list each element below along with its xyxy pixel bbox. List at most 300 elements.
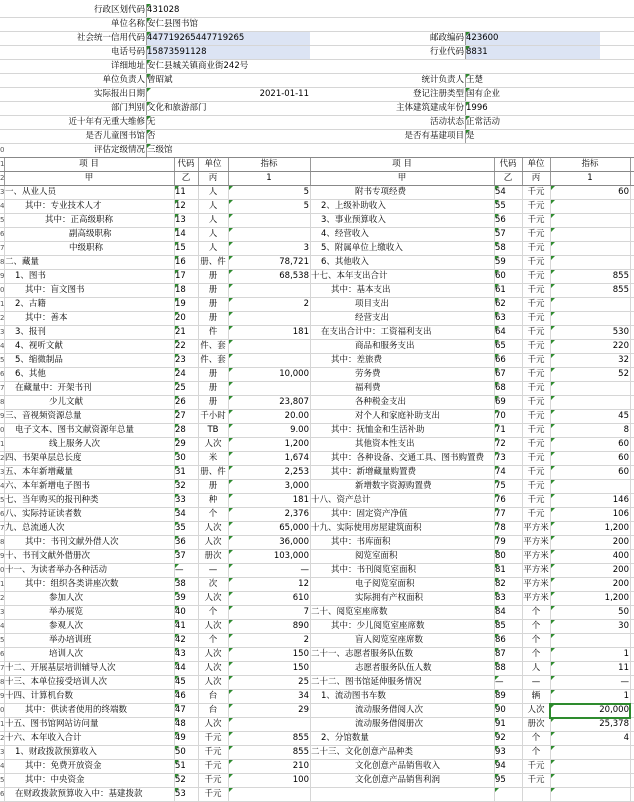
item-name[interactable]: 副高级职称 [69,229,112,239]
item-name[interactable]: 其中：少儿阅览室座席数 [331,621,425,631]
unit-cell[interactable]: 人 [531,663,541,673]
code-cell[interactable]: 85 [495,621,506,631]
code-cell[interactable]: 93 [495,747,506,757]
item-name[interactable]: 其中：固定资产净值 [331,509,408,519]
header-cell[interactable]: 丙 [208,173,218,183]
item-name[interactable]: 参观人次 [49,621,84,631]
info-value[interactable]: 正常活动 [466,117,501,127]
info-value[interactable]: 三级馆 [147,145,173,155]
unit-cell[interactable]: 件、套 [200,355,226,365]
value-cell[interactable]: 200 [612,565,629,575]
unit-cell[interactable]: 件、套 [200,341,226,351]
value-cell[interactable] [228,284,310,297]
value-cell[interactable] [550,396,630,409]
value-cell[interactable]: 10,000 [279,369,309,379]
code-cell[interactable]: 66 [495,355,506,365]
unit-cell[interactable]: 台 [208,691,218,701]
value-cell[interactable]: 610 [292,593,309,603]
item-name[interactable]: 文化创意产品销售利润 [355,775,441,785]
value-cell[interactable]: 890 [292,621,309,631]
item-name[interactable]: 文化创意产品销售收入 [355,761,441,771]
header-cell[interactable]: 甲 [397,173,407,183]
value-cell[interactable]: 3 [303,243,309,253]
item-name[interactable]: 十三、本单位接受培训人次 [5,677,108,687]
unit-cell[interactable]: 千元 [527,411,545,421]
item-name[interactable]: 5、缩微制品 [15,355,63,365]
unit-cell[interactable]: 千元 [527,229,545,239]
item-name[interactable]: 流动服务借阅册次 [355,719,424,729]
value-cell[interactable] [550,242,630,255]
item-name[interactable]: 盲人阅览室座席数 [355,635,424,645]
code-cell[interactable]: 40 [175,607,186,617]
item-name[interactable]: 三、音视频资源总量 [5,411,82,421]
code-cell[interactable]: 95 [495,775,506,785]
code-cell[interactable]: 90 [495,705,506,715]
item-name[interactable]: 十四、计算机台数 [5,691,74,701]
code-cell[interactable]: 79 [495,537,506,547]
item-name[interactable]: 对个人和家庭补助支出 [355,411,441,421]
unit-cell[interactable]: 个 [208,635,218,645]
value-cell[interactable]: 34 [298,691,309,701]
item-name[interactable]: 十八、资产总计 [311,495,371,505]
code-cell[interactable]: 57 [495,229,506,239]
value-cell[interactable]: 1,674 [284,453,309,463]
item-name[interactable] [310,788,494,801]
info-value[interactable]: 431028 [147,5,180,15]
info-value[interactable]: 8831 [465,46,600,59]
unit-cell[interactable]: 千元 [527,495,545,505]
value-cell[interactable]: 1,200 [604,523,629,533]
item-name[interactable]: 十九、实际使用房屋建筑面积 [311,523,422,533]
item-name[interactable]: 6、其他 [15,369,46,379]
unit-cell[interactable]: 人次 [204,663,222,673]
unit-cell[interactable]: 千元 [527,327,545,337]
item-name[interactable]: 七、当年购买的报刊种类 [5,495,99,505]
item-name[interactable]: 各种税金支出 [355,397,407,407]
item-name[interactable]: 二十三、文化创意产品种类 [311,747,414,757]
unit-cell[interactable]: 册次 [527,719,545,729]
unit-cell[interactable]: 千元 [527,509,545,519]
value-cell[interactable]: 150 [292,649,309,659]
unit-cell[interactable]: 平方米 [523,579,549,589]
value-cell[interactable]: 3,000 [284,481,309,491]
code-cell[interactable]: 32 [175,481,186,491]
value-cell[interactable] [228,312,310,325]
unit-cell[interactable]: 千元 [527,775,545,785]
header-cell[interactable]: 项 目 [392,159,412,169]
item-name[interactable]: 六、本年新增电子图书 [5,481,91,491]
info-label[interactable]: 近十年有无重大维修 [68,117,145,127]
code-cell[interactable]: — [495,677,504,687]
code-cell[interactable]: 37 [175,551,186,561]
unit-cell[interactable]: 个 [531,621,541,631]
code-cell[interactable]: 76 [495,495,506,505]
item-name[interactable]: 其中：书库面积 [331,537,391,547]
item-name[interactable]: 八、实际持证读者数 [5,509,82,519]
info-label[interactable]: 行政区划代码 [93,5,145,15]
unit-cell[interactable]: 人 [208,229,218,239]
unit-cell[interactable]: 千元 [527,761,545,771]
value-cell[interactable]: 25,378 [599,719,629,729]
unit-cell[interactable]: 册 [208,481,218,491]
unit-cell[interactable]: 千元 [527,369,545,379]
item-name[interactable]: 其中：善本 [25,313,68,323]
unit-cell[interactable]: 人次 [204,593,222,603]
item-name[interactable]: 其中：中央资金 [25,775,85,785]
item-name[interactable]: 十五、图书馆网站访问量 [5,719,99,729]
header-cell[interactable]: 1 [266,173,272,183]
item-name[interactable]: 二十二、图书馆延伸服务情况 [311,677,422,687]
code-cell[interactable]: 31 [175,467,186,477]
value-cell[interactable]: 2,253 [284,467,309,477]
code-cell[interactable]: 21 [175,327,186,337]
code-cell[interactable]: 70 [495,411,506,421]
code-cell[interactable]: 23 [175,355,186,365]
code-cell[interactable]: 49 [175,733,186,743]
info-label[interactable]: 行业代码 [429,47,464,57]
item-name[interactable]: 1、图书 [15,271,46,281]
value-cell[interactable]: 2,376 [284,509,309,519]
info-label[interactable]: 主体建筑建成年份 [395,103,464,113]
info-label[interactable]: 部门判别 [110,103,145,113]
code-cell[interactable]: 30 [175,453,186,463]
header-cell[interactable]: 项 目 [79,159,99,169]
value-cell[interactable] [228,718,310,731]
value-cell[interactable]: — [300,565,309,575]
value-cell[interactable]: 29 [298,705,309,715]
unit-cell[interactable]: 千元 [527,313,545,323]
info-label[interactable]: 评估定级情况 [93,145,145,155]
value-cell[interactable] [228,354,310,367]
unit-cell[interactable]: 册 [208,299,218,309]
code-cell[interactable]: 24 [175,369,186,379]
unit-cell[interactable]: 个 [531,635,541,645]
header-cell[interactable]: 指标 [260,159,278,169]
code-cell[interactable]: 34 [175,509,186,519]
code-cell[interactable]: 86 [495,635,506,645]
value-cell[interactable]: 103,000 [273,551,309,561]
value-cell[interactable]: 855 [292,747,309,757]
code-cell[interactable]: 94 [495,761,506,771]
unit-cell[interactable]: 千元 [527,299,545,309]
item-name[interactable]: 其中：书刊阅览室面积 [331,565,417,575]
value-cell[interactable]: 1 [623,649,629,659]
code-cell[interactable]: 80 [495,551,506,561]
code-cell[interactable]: — [175,565,184,575]
code-cell[interactable]: 39 [175,593,186,603]
item-name[interactable]: 少儿文献 [49,397,84,407]
code-cell[interactable]: 19 [175,299,186,309]
value-cell[interactable]: 181 [292,327,309,337]
code-cell[interactable]: 56 [495,215,506,225]
code-cell[interactable]: 77 [495,509,506,519]
unit-cell[interactable]: 千元 [527,341,545,351]
code-cell[interactable]: 28 [175,425,186,435]
value-cell[interactable] [550,256,630,269]
item-name[interactable]: 十七、本年支出合计 [311,271,388,281]
item-name[interactable]: 其中：盲文图书 [25,285,85,295]
value-cell[interactable] [228,788,310,801]
unit-cell[interactable]: 平方米 [523,593,549,603]
item-name[interactable]: 十二、开展基层培训辅导人次 [5,663,116,673]
info-value[interactable]: 15873591128 [146,46,310,59]
code-cell[interactable]: 44 [175,663,186,673]
code-cell[interactable]: 72 [495,439,506,449]
unit-cell[interactable]: 千元 [527,243,545,253]
code-cell[interactable]: 92 [495,733,506,743]
item-name[interactable]: 其中：专业技术人才 [25,201,102,211]
code-cell[interactable]: 58 [495,243,506,253]
value-cell[interactable] [550,228,630,241]
item-name[interactable]: 流动服务借阅人次 [355,705,424,715]
header-cell[interactable]: 单位 [204,159,222,169]
unit-cell[interactable]: 册 [208,383,218,393]
item-name[interactable]: 电子文本、图书文献资源年总量 [15,425,135,435]
value-cell[interactable]: 100 [292,775,309,785]
info-value[interactable]: 文化和旅游部门 [147,103,207,113]
unit-cell[interactable]: 平方米 [523,551,549,561]
item-name[interactable]: 3、报刊 [15,327,46,337]
item-name[interactable]: 十一、为读者举办各种活动 [5,565,108,575]
item-name[interactable]: 劳务费 [355,369,381,379]
value-cell[interactable]: 200 [612,579,629,589]
code-cell[interactable]: 74 [495,467,506,477]
value-cell[interactable]: 150 [292,663,309,673]
code-cell[interactable]: 63 [495,313,506,323]
value-cell[interactable]: 5 [303,201,309,211]
code-cell[interactable]: 12 [175,201,186,211]
code-cell[interactable]: 45 [175,677,186,687]
value-cell[interactable] [550,298,630,311]
value-cell[interactable]: 78,721 [279,257,309,267]
code-cell[interactable]: 78 [495,523,506,533]
item-name[interactable]: 其中：组织各类讲座次数 [25,579,119,589]
code-cell[interactable]: 89 [495,691,506,701]
info-value[interactable]: 1996 [466,103,488,113]
code-cell[interactable]: 33 [175,495,186,505]
code-cell[interactable]: 55 [495,201,506,211]
item-name[interactable]: 其中：差旅费 [331,355,383,365]
code-cell[interactable]: 11 [175,187,186,197]
value-cell[interactable]: 32 [618,355,629,365]
code-cell[interactable]: 64 [495,327,506,337]
unit-cell[interactable]: 千元 [204,775,222,785]
header-cell[interactable]: 代码 [499,159,517,169]
value-cell[interactable]: 1 [623,691,629,701]
value-cell[interactable]: 25 [298,677,309,687]
item-name[interactable]: 其中：免费开放资金 [25,761,102,771]
unit-cell[interactable]: 个 [531,747,541,757]
value-cell[interactable]: 20,000 [599,705,629,715]
info-label[interactable]: 电话号码 [110,47,145,57]
info-label[interactable]: 活动状态 [429,117,464,127]
info-label[interactable]: 实际报出日期 [93,89,145,99]
unit-cell[interactable]: 千元 [527,257,545,267]
unit-cell[interactable]: 千元 [204,747,222,757]
value-cell[interactable]: 8 [623,425,629,435]
item-name[interactable]: 5、附属单位上缴收入 [321,243,403,253]
unit-cell[interactable]: TB [207,425,219,435]
unit-cell[interactable]: 人次 [527,705,545,715]
code-cell[interactable]: 82 [495,579,506,589]
info-value[interactable]: 王楚 [466,75,484,85]
value-cell[interactable] [550,760,630,773]
item-name[interactable]: 五、本年新增藏量 [5,467,74,477]
value-cell[interactable] [550,214,630,227]
value-cell[interactable]: 60 [618,453,629,463]
value-cell[interactable]: 23,807 [279,397,309,407]
value-cell[interactable] [550,480,630,493]
item-name[interactable]: 商品和服务支出 [355,341,415,351]
code-cell[interactable]: 54 [495,187,506,197]
code-cell[interactable]: 87 [495,649,506,659]
value-cell[interactable]: 11 [618,663,629,673]
item-name[interactable]: 其他资本性支出 [355,439,415,449]
item-name[interactable]: 二十一、志愿者服务队伍数 [311,649,414,659]
unit-cell[interactable]: 千元 [204,761,222,771]
value-cell[interactable]: 2 [303,299,309,309]
unit-cell[interactable]: 个 [208,509,218,519]
item-name[interactable]: 举办培训班 [49,635,92,645]
value-cell[interactable] [228,214,310,227]
info-label[interactable]: 社会统一信用代码 [76,33,145,43]
item-name[interactable]: 在支出合计中：工资福利支出 [321,327,432,337]
item-name[interactable]: 九、总流通人次 [5,523,65,533]
item-name[interactable]: 4、视听文献 [15,341,63,351]
item-name[interactable]: 福利费 [355,383,381,393]
item-name[interactable]: 2、分馆数量 [321,733,369,743]
unit-cell[interactable]: 人 [208,215,218,225]
code-cell[interactable]: 29 [175,439,186,449]
unit-cell[interactable]: 辆 [531,691,541,701]
value-cell[interactable] [228,340,310,353]
value-cell[interactable] [550,788,630,801]
unit-cell[interactable]: 台 [208,705,218,715]
info-label[interactable]: 统计负责人 [421,75,464,85]
header-cell[interactable]: 1 [587,173,593,183]
value-cell[interactable] [550,634,630,647]
code-cell[interactable]: 36 [175,537,186,547]
item-name[interactable]: 附书专项经费 [355,187,407,197]
unit-cell[interactable]: 米 [208,453,218,463]
item-name[interactable]: 3、事业预算收入 [321,215,386,225]
code-cell[interactable]: 91 [495,719,506,729]
unit-cell[interactable]: 次 [208,579,218,589]
item-name[interactable]: 2、上级补助收入 [321,201,386,211]
value-cell[interactable]: 65,000 [279,523,309,533]
unit-cell[interactable]: 册、件 [200,467,226,477]
info-label[interactable]: 单位名称 [110,19,145,29]
item-name[interactable]: 6、其他收入 [321,257,369,267]
code-cell[interactable]: 59 [495,257,506,267]
unit-cell[interactable]: 人次 [204,537,222,547]
item-name[interactable]: 电子阅览室面积 [355,579,415,589]
header-cell[interactable]: 代码 [177,159,195,169]
item-name[interactable]: 培训人次 [49,649,84,659]
value-cell[interactable]: 1,200 [604,593,629,603]
unit-cell[interactable]: 册 [208,397,218,407]
value-cell[interactable]: 50 [618,607,629,617]
value-cell[interactable]: 2 [303,635,309,645]
code-cell[interactable]: 68 [495,383,506,393]
unit-cell[interactable]: — [531,677,541,687]
value-cell[interactable]: 400 [612,551,629,561]
unit-cell[interactable]: 人 [208,243,218,253]
value-cell[interactable] [550,746,630,759]
unit-cell[interactable]: 人 [208,201,218,211]
code-cell[interactable]: 38 [175,579,186,589]
item-name[interactable]: 实际拥有产权面积 [355,593,424,603]
item-name[interactable]: 在财政拨款预算收入中：基建拨款 [15,789,143,799]
code-cell[interactable]: 51 [175,761,186,771]
unit-cell[interactable]: 个 [531,733,541,743]
value-cell[interactable] [550,382,630,395]
value-cell[interactable]: 855 [612,285,629,295]
code-cell[interactable]: 47 [175,705,186,715]
info-label[interactable]: 邮政编码 [429,33,464,43]
unit-cell[interactable]: 千元 [204,733,222,743]
value-cell[interactable]: 60 [618,439,629,449]
info-value[interactable]: 是 [466,131,475,141]
code-cell[interactable]: 16 [175,257,186,267]
code-cell[interactable]: 81 [495,565,506,575]
unit-cell[interactable]: 册 [208,313,218,323]
unit-cell[interactable]: 千元 [527,285,545,295]
unit-cell[interactable]: 千元 [527,453,545,463]
value-cell[interactable]: 30 [618,621,629,631]
unit-cell[interactable]: 千元 [527,397,545,407]
item-name[interactable]: 二十、阅览室座席数 [311,607,388,617]
code-cell[interactable]: 43 [175,649,186,659]
value-cell[interactable]: 5 [303,187,309,197]
item-name[interactable]: 其中：书刊文献外借人次 [25,537,119,547]
header-cell[interactable]: 乙 [181,173,191,183]
unit-cell[interactable]: — [208,565,218,575]
unit-cell[interactable]: 千元 [527,271,545,281]
value-cell[interactable]: 60 [618,467,629,477]
info-label[interactable]: 详细地址 [110,61,145,71]
code-cell[interactable]: 52 [175,775,186,785]
header-cell[interactable]: 丙 [531,173,541,183]
value-cell[interactable] [228,228,310,241]
unit-cell[interactable]: 人次 [204,677,222,687]
item-name[interactable]: 阅览室面积 [355,551,398,561]
unit-cell[interactable]: 千元 [527,355,545,365]
info-value[interactable]: 2021-01-11 [259,89,309,99]
value-cell[interactable]: 52 [618,369,629,379]
code-cell[interactable]: 65 [495,341,506,351]
item-name[interactable]: 参加人次 [49,593,84,603]
code-cell[interactable]: 26 [175,397,186,407]
code-cell[interactable]: 48 [175,719,186,729]
code-cell[interactable]: 84 [495,607,506,617]
unit-cell[interactable]: 千元 [527,439,545,449]
value-cell[interactable]: 9.00 [290,425,309,435]
info-value[interactable]: 国有企业 [466,89,501,99]
unit-cell[interactable]: 册、件 [200,257,226,267]
code-cell[interactable]: 67 [495,369,506,379]
code-cell[interactable]: 42 [175,635,186,645]
item-name[interactable]: 十六、本年收入合计 [5,733,82,743]
value-cell[interactable] [550,200,630,213]
value-cell[interactable]: 12 [298,579,309,589]
value-cell[interactable]: 4 [623,733,629,743]
value-cell[interactable] [228,382,310,395]
code-cell[interactable]: 62 [495,299,506,309]
item-name[interactable]: 2、古籍 [15,299,46,309]
code-cell[interactable]: 83 [495,593,506,603]
unit-cell[interactable]: 个 [531,607,541,617]
